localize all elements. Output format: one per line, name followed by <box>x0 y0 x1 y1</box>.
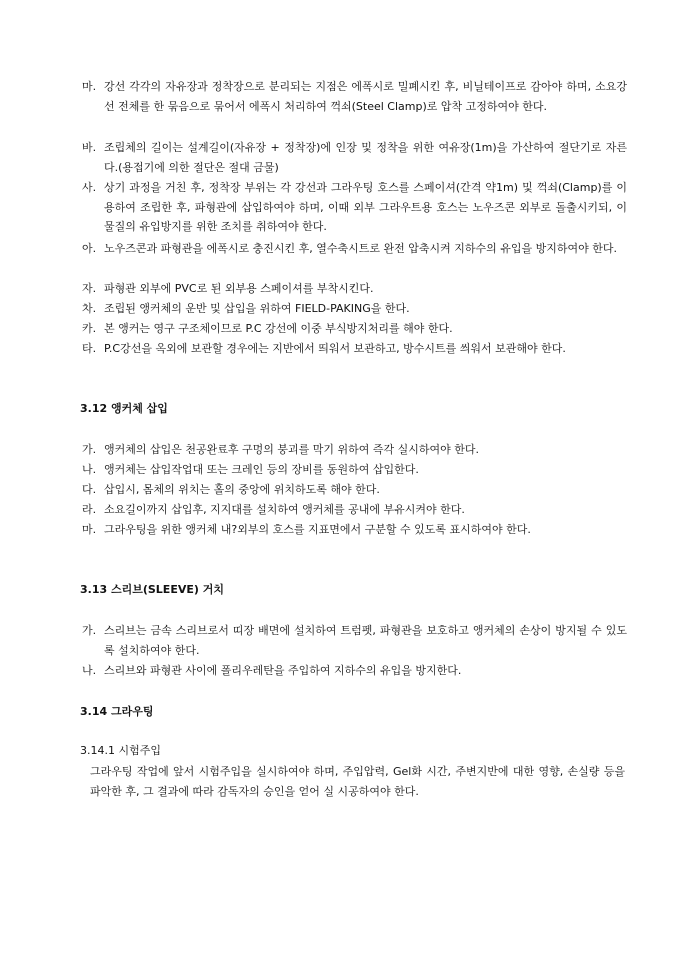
list-text: 스리브는 금속 스리브로서 띠장 배면에 설치하여 트럼펫, 파형관을 보호하고 앵커체의 손상이 방지될 수 있도록 설치하여야 한다. <box>104 624 627 657</box>
list-item <box>82 661 627 681</box>
list-text: 본 앵커는 영구 구조체이므로 P.C 강선에 이중 부식방지처리를 해야 한다. <box>104 322 453 335</box>
body-paragraph: 그라우팅 작업에 앞서 시험주입을 실시하여야 하며, 주입압력, Gel화 시간, 주변지반에 대한 영향, 손실량 등을 파악한 후, 그 결과에 따라 감독자의 승인을 얻어 실 시공하여야 한다. <box>90 765 625 798</box>
list-item <box>82 440 627 460</box>
list-marker: 아. <box>82 242 97 255</box>
list-item <box>82 299 627 319</box>
list-item <box>82 480 627 500</box>
list-text: P.C강선을 옥외에 보관할 경우에는 지반에서 띄워서 보관하고, 방수시트를 씌워서 보관해야 한다. <box>104 342 566 355</box>
list-item <box>82 138 627 177</box>
list-marker: 가. <box>82 624 97 637</box>
list-item <box>82 520 627 540</box>
list-marker: 마. <box>82 523 97 536</box>
list-text: 조립된 앵커체의 운반 및 삽입을 위하여 FIELD-PAKING을 한다. <box>104 302 410 315</box>
list-marker: 마. <box>82 80 97 93</box>
list-marker: 다. <box>82 483 97 496</box>
list-text: 그라우팅을 위한 앵커체 내?외부의 호스를 지표면에서 구분할 수 있도록 표시하여야 한다. <box>104 523 531 536</box>
list-item <box>82 279 627 299</box>
list-text: 파형관 외부에 PVC로 된 외부용 스페이셔를 부착시킨다. <box>104 282 374 295</box>
list-item <box>82 77 627 116</box>
list-marker: 바. <box>82 141 97 154</box>
list-marker: 가. <box>82 443 97 456</box>
list-marker: 사. <box>82 181 97 194</box>
list-text: 강선 각각의 자유장과 정착장으로 분리되는 지점은 에폭시로 밀폐시킨 후, 비닐테이프로 감아야 하며, 소요강선 전체를 한 묶음으로 묶어서 에폭시 처리하여 꺽쇠(Steel Clamp)로 압착 고정하여야 한다. <box>104 80 627 113</box>
subsection-heading: 3.14.1 시험주입 <box>80 744 161 757</box>
list-marker: 라. <box>82 503 97 516</box>
list-text: 조립체의 길이는 설계길이(자유장 + 정착장)에 인장 및 정착을 위한 여유장(1m)을 가산하여 절단기로 자른다.(용접기에 의한 절단은 절대 금물) <box>104 141 627 174</box>
list-text: 스리브와 파형관 사이에 폴리우레탄을 주입하여 지하수의 유입을 방지한다. <box>104 664 462 677</box>
list-text: 앵커체의 삽입은 천공완료후 구멍의 붕괴를 막기 위하여 즉각 실시하여야 한다. <box>104 443 479 456</box>
section-heading: 3.13 스리브(SLEEVE) 거치 <box>80 583 224 596</box>
list-text: 노우즈콘과 파형관을 에폭시로 충진시킨 후, 열수축시트로 완전 압축시켜 지하수의 유입을 방지하여야 한다. <box>104 242 617 255</box>
list-marker: 나. <box>82 664 97 677</box>
list-item <box>82 500 627 520</box>
list-text: 앵커체는 삽입작업대 또는 크레인 등의 장비를 동원하여 삽입한다. <box>104 463 419 476</box>
list-text: 삽입시, 몸체의 위치는 홀의 중앙에 위치하도록 해야 한다. <box>104 483 380 496</box>
list-marker: 자. <box>82 282 97 295</box>
list-text: 상기 과정을 거친 후, 정착장 부위는 각 강선과 그라우팅 호스를 스페이셔(간격 약1m) 및 꺽쇠(Clamp)를 이용하여 조립한 후, 파형관에 삽입하여야 하며, 이때 외부 그라우트용 호스는 노우즈콘 외부로 돌출시키되, 이물질의 유입방지를 위한 조치를 취하여야 한다. <box>104 181 627 233</box>
list-marker: 카. <box>82 322 97 335</box>
section-heading: 3.14 그라우팅 <box>80 705 154 718</box>
list-text: 소요길이까지 삽입후, 지지대를 설치하여 앵커체를 공내에 부유시켜야 한다. <box>104 503 465 516</box>
list-item <box>82 339 627 359</box>
list-item <box>82 319 627 339</box>
list-item <box>82 178 627 237</box>
list-marker: 타. <box>82 342 97 355</box>
list-marker: 차. <box>82 302 97 315</box>
list-item <box>82 460 627 480</box>
list-item <box>82 239 627 259</box>
list-item <box>82 621 627 660</box>
section-heading: 3.12 앵커체 삽입 <box>80 402 168 415</box>
list-marker: 나. <box>82 463 97 476</box>
